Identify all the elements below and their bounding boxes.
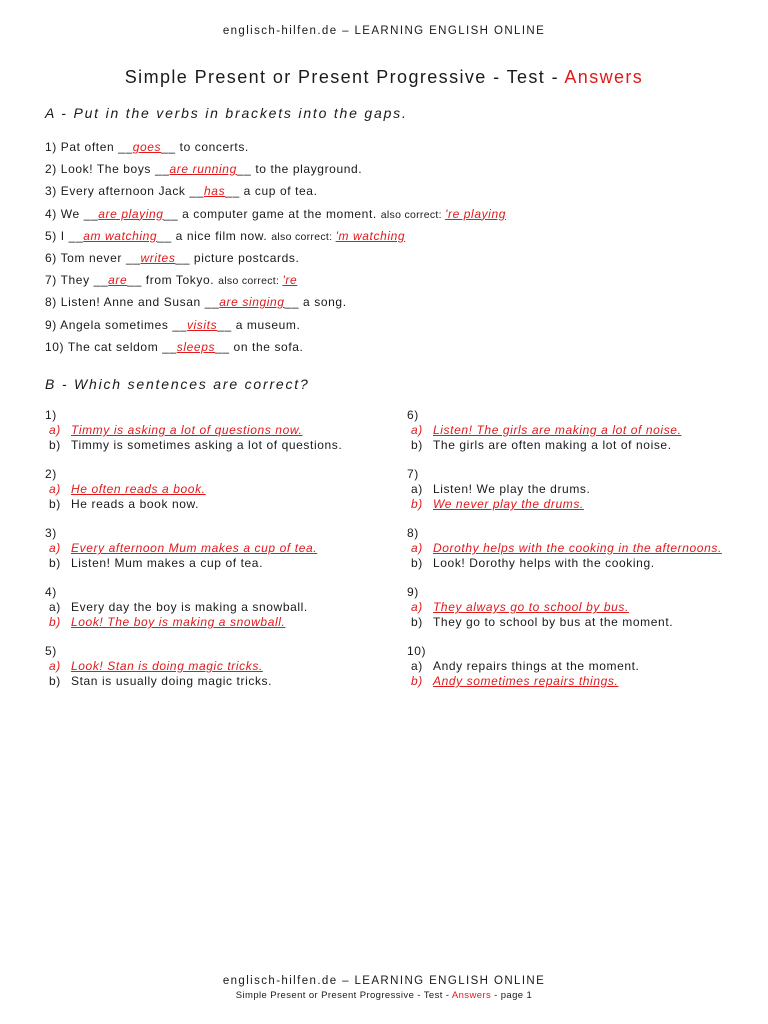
- option-a: [45, 423, 365, 438]
- also-correct-label: also correct:: [218, 275, 283, 288]
- gap-item: [45, 272, 745, 294]
- option-text: He often reads a book.: [71, 482, 206, 496]
- mc-column-left: [45, 408, 365, 703]
- option-letter: b): [411, 497, 423, 511]
- alternative-answer: 'm watching: [335, 228, 406, 243]
- option-text: Look! Stan is doing magic tricks.: [71, 659, 263, 673]
- option-text: Timmy is sometimes asking a lot of questions.: [71, 438, 343, 452]
- option-letter: b): [411, 438, 423, 452]
- footer-answers: Answers: [451, 990, 492, 1001]
- gap-item: [45, 183, 745, 205]
- option-text: Listen! The girls are making a lot of noise.: [433, 423, 682, 437]
- gap-item: [45, 317, 745, 339]
- option-letter: a): [411, 482, 423, 496]
- question-number: 3): [45, 526, 57, 540]
- page-title: [0, 67, 768, 88]
- option-text: Andy sometimes repairs things.: [433, 674, 619, 688]
- option-text: We never play the drums.: [433, 497, 584, 511]
- question-number: 6): [407, 408, 419, 422]
- section-a-heading: A - Put in the verbs in brackets into the gaps.: [45, 105, 408, 121]
- option-letter: a): [49, 659, 61, 673]
- question-group: [407, 467, 727, 512]
- option-b: [45, 497, 365, 512]
- question-group: [407, 644, 727, 689]
- gap-answer: has: [204, 184, 226, 199]
- gap-item-text-before: 9) Angela sometimes __: [45, 317, 187, 332]
- gap-item-text-before: 10) The cat seldom __: [45, 339, 177, 354]
- question-group: [407, 526, 727, 571]
- question-number: 7): [407, 467, 419, 481]
- also-correct-label: also correct:: [380, 208, 446, 221]
- gap-item-text-after: __ a museum.: [217, 317, 301, 332]
- option-text: Every afternoon Mum makes a cup of tea.: [71, 541, 318, 555]
- option-text: They always go to school by bus.: [433, 600, 629, 614]
- option-text: Timmy is asking a lot of questions now.: [71, 423, 303, 437]
- option-a: [407, 482, 727, 497]
- gap-item-text-before: 3) Every afternoon Jack __: [45, 184, 205, 199]
- question-number: 10): [407, 644, 427, 658]
- gap-item: [45, 339, 745, 361]
- option-b: [45, 615, 365, 630]
- gap-answer: goes: [132, 140, 162, 154]
- option-b: [45, 438, 365, 453]
- option-letter: a): [411, 659, 423, 673]
- footer-site: englisch-hilfen.de – LEARNING ENGLISH ONLINE: [222, 975, 546, 987]
- question-group: [45, 644, 365, 689]
- gap-item: [45, 294, 745, 316]
- option-letter: b): [49, 497, 61, 511]
- option-letter: b): [49, 556, 61, 570]
- title-answers: Answers: [564, 67, 644, 87]
- gap-item: [45, 228, 745, 250]
- option-a: [407, 659, 727, 674]
- question-number: 4): [45, 585, 57, 599]
- gap-item-text-before: 1) Pat often __: [45, 140, 133, 154]
- option-text: Listen! We play the drums.: [433, 482, 591, 496]
- gap-answer: visits: [186, 317, 218, 332]
- option-text: The girls are often making a lot of noise.: [433, 438, 672, 452]
- option-letter: a): [49, 423, 61, 437]
- option-text: Listen! Mum makes a cup of tea.: [71, 556, 264, 570]
- option-letter: b): [411, 556, 423, 570]
- section-b-heading: B - Which sentences are correct?: [45, 376, 310, 392]
- option-a: [45, 482, 365, 497]
- option-text: He reads a book now.: [71, 497, 200, 511]
- gap-answer: are running: [169, 162, 237, 177]
- option-letter: b): [49, 438, 61, 452]
- option-a: [45, 600, 365, 615]
- gap-answer: are singing: [219, 295, 285, 310]
- option-a: [407, 423, 727, 438]
- option-a: [407, 541, 727, 556]
- option-b: [407, 615, 727, 630]
- alternative-answer: 're: [282, 273, 298, 288]
- gap-item-text-before: 5) I __: [45, 228, 84, 243]
- gap-item-text-after: __ on the sofa.: [215, 339, 304, 354]
- option-letter: b): [49, 674, 61, 688]
- option-text: Every day the boy is making a snowball.: [71, 600, 308, 614]
- option-b: [45, 556, 365, 571]
- gap-item-text-before: 4) We __: [45, 206, 99, 221]
- gap-item-text-before: 8) Listen! Anne and Susan __: [45, 295, 220, 310]
- option-b: [407, 556, 727, 571]
- page-footer: [0, 974, 768, 1002]
- option-b: [407, 674, 727, 689]
- gap-item-text-before: 7) They __: [45, 273, 109, 288]
- gap-item-text-after: __ to the playground.: [236, 162, 363, 177]
- option-text: Stan is usually doing magic tricks.: [71, 674, 273, 688]
- footer-pre: Simple Present or Present Progressive - Test -: [235, 990, 452, 1001]
- gap-answer: am watching: [83, 228, 158, 243]
- option-letter: a): [411, 423, 423, 437]
- question-group: [407, 585, 727, 630]
- footer-post: - page 1: [491, 990, 533, 1001]
- gap-item-text-after: __ to concerts.: [161, 140, 249, 154]
- mc-column-right: [407, 408, 727, 703]
- option-letter: a): [49, 541, 61, 555]
- page-header: englisch-hilfen.de – LEARNING ENGLISH ONLINE: [222, 25, 546, 37]
- question-group: [45, 585, 365, 630]
- question-group: [45, 408, 365, 453]
- gap-item-text-after: __ a computer game at the moment.: [163, 206, 381, 221]
- option-letter: b): [49, 615, 61, 629]
- gap-item: [45, 161, 745, 183]
- option-b: [407, 438, 727, 453]
- gap-item-text-after: __ from Tokyo.: [127, 273, 219, 288]
- option-b: [45, 674, 365, 689]
- question-group: [407, 408, 727, 453]
- footer-page-info: [0, 989, 768, 1002]
- gap-item-text-after: __ picture postcards.: [175, 250, 300, 265]
- question-number: 1): [45, 408, 57, 422]
- question-number: 9): [407, 585, 419, 599]
- gap-item-text-after: __ a nice film now.: [157, 228, 272, 243]
- option-letter: a): [411, 541, 423, 555]
- gap-item: [45, 139, 745, 161]
- option-letter: a): [411, 600, 423, 614]
- gap-answer: are: [108, 273, 128, 288]
- option-a: [45, 659, 365, 674]
- option-text: They go to school by bus at the moment.: [433, 615, 674, 629]
- option-letter: a): [49, 482, 61, 496]
- gap-fill-list: [45, 139, 745, 361]
- alternative-answer: 're playing: [445, 206, 507, 221]
- gap-item-text-after: __ a song.: [284, 295, 347, 310]
- also-correct-label: also correct:: [271, 230, 336, 243]
- gap-item-text-before: 6) Tom never __: [45, 250, 141, 265]
- option-letter: b): [411, 674, 423, 688]
- option-text: Dorothy helps with the cooking in the afternoons.: [433, 541, 722, 555]
- gap-answer: writes: [140, 250, 176, 265]
- gap-item-text-after: __ a cup of tea.: [225, 184, 318, 199]
- question-number: 5): [45, 644, 57, 658]
- question-group: [45, 467, 365, 512]
- option-letter: a): [49, 600, 61, 614]
- option-text: Look! Dorothy helps with the cooking.: [433, 556, 655, 570]
- option-text: Andy repairs things at the moment.: [433, 659, 640, 673]
- option-a: [45, 541, 365, 556]
- gap-answer: are playing: [98, 206, 164, 221]
- question-number: 8): [407, 526, 419, 540]
- option-a: [407, 600, 727, 615]
- gap-item: [45, 206, 745, 228]
- option-b: [407, 497, 727, 512]
- question-number: 2): [45, 467, 57, 481]
- gap-item: [45, 250, 745, 272]
- title-main: Simple Present or Present Progressive - Test -: [124, 67, 565, 87]
- gap-answer: sleeps: [176, 339, 216, 354]
- question-group: [45, 526, 365, 571]
- gap-item-text-before: 2) Look! The boys __: [45, 162, 170, 177]
- option-letter: b): [411, 615, 423, 629]
- option-text: Look! The boy is making a snowball.: [71, 615, 286, 629]
